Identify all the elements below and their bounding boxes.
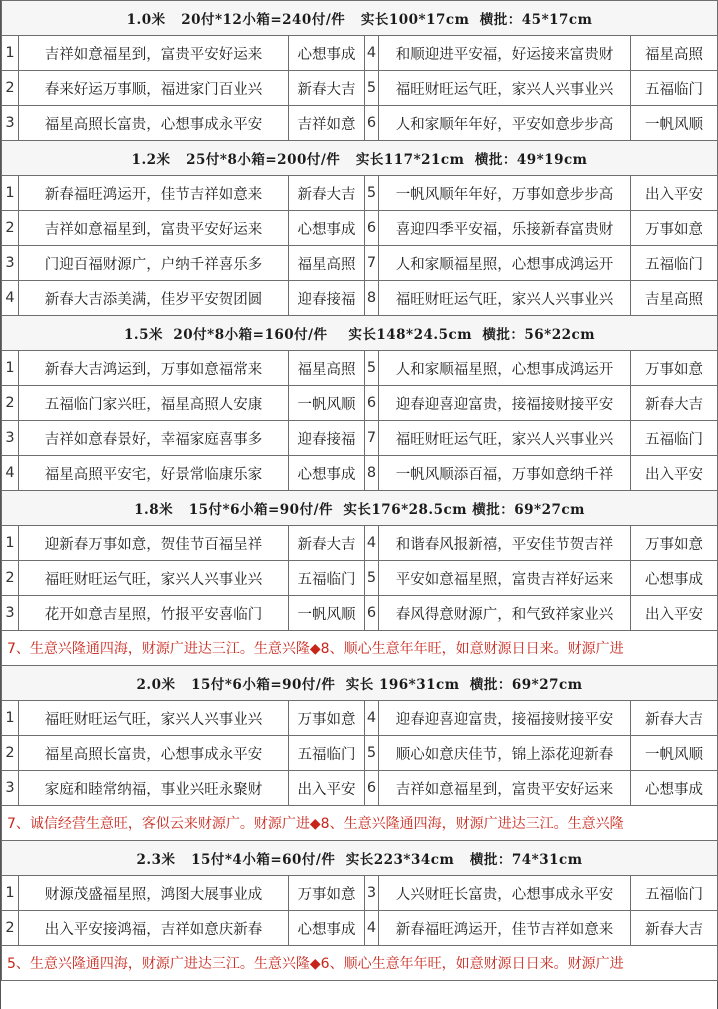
item-number: 8 [365, 281, 379, 316]
banner-text: 心想事成 [631, 771, 718, 806]
section-title: 1.5米 20付*8小箱=160付/件 实长148*24.5cm 横批：56*22cm [2, 316, 718, 351]
note-text: 5、生意兴隆通四海，财源广进达三江。生意兴隆◆6、顺心生意年年旺，如意财源日日来。财源广进 [2, 946, 718, 981]
banner-text: 心想事成 [289, 911, 365, 946]
banner-text: 心想事成 [289, 36, 365, 71]
couplet-text: 新春大吉鸿运到，万事如意福常来 [19, 351, 289, 386]
couplet-text: 春风得意财源广，和气致祥家业兴 [379, 596, 631, 631]
couplet-text: 福旺财旺运气旺，家兴人兴事业兴 [379, 71, 631, 106]
item-number: 3 [2, 596, 19, 631]
note-text: 7、诚信经营生意旺，客似云来财源广。财源广进◆8、生意兴隆通四海，财源广进达三江。生意兴隆 [2, 806, 718, 841]
couplet-text: 家庭和睦常纳福，事业兴旺永聚财 [19, 771, 289, 806]
banner-text: 出入平安 [289, 771, 365, 806]
table-row [2, 106, 718, 141]
table-row [2, 771, 718, 806]
table-row [2, 526, 718, 561]
table-body [2, 1, 718, 981]
banner-text: 出入平安 [631, 456, 718, 491]
couplet-text: 迎春迎喜迎富贵，接福接财接平安 [379, 386, 631, 421]
section-header [2, 141, 718, 176]
banner-text: 迎春接福 [289, 281, 365, 316]
couplet-text: 人兴财旺长富贵，心想事成永平安 [379, 876, 631, 911]
couplet-text: 花开如意吉星照，竹报平安喜临门 [19, 596, 289, 631]
couplet-text: 门迎百福财源广，户纳千祥喜乐多 [19, 246, 289, 281]
table-row [2, 421, 718, 456]
item-number: 3 [2, 246, 19, 281]
item-number: 5 [365, 561, 379, 596]
item-number: 5 [365, 351, 379, 386]
couplet-text: 吉祥如意福星到，富贵平安好运来 [19, 36, 289, 71]
table-row [2, 71, 718, 106]
banner-text: 新春大吉 [631, 911, 718, 946]
item-number: 2 [2, 736, 19, 771]
item-number: 4 [2, 281, 19, 316]
item-number: 6 [365, 106, 379, 141]
couplet-text: 平安如意福星照，富贵吉祥好运来 [379, 561, 631, 596]
item-number: 1 [2, 876, 19, 911]
section-title: 1.2米 25付*8小箱=200付/件 实长117*21cm 横批：49*19cm [2, 141, 718, 176]
item-number: 4 [365, 526, 379, 561]
banner-text: 吉星高照 [631, 281, 718, 316]
note-row [2, 631, 718, 666]
item-number: 5 [365, 71, 379, 106]
couplet-text: 人和家顺福星照，心想事成鸿运开 [379, 246, 631, 281]
couplet-text: 迎新春万事如意，贺佳节百福呈祥 [19, 526, 289, 561]
banner-text: 五福临门 [289, 736, 365, 771]
couplet-text: 和顺迎进平安福，好运接来富贵财 [379, 36, 631, 71]
couplet-text: 迎春迎喜迎富贵，接福接财接平安 [379, 701, 631, 736]
couplet-table [1, 0, 718, 981]
banner-text: 迎春接福 [289, 421, 365, 456]
item-number: 3 [2, 106, 19, 141]
item-number: 1 [2, 36, 19, 71]
item-number: 6 [365, 211, 379, 246]
table-row [2, 176, 718, 211]
couplet-text: 一帆风顺添百福，万事如意纳千祥 [379, 456, 631, 491]
couplet-text: 福旺财旺运气旺，家兴人兴事业兴 [19, 561, 289, 596]
banner-text: 万事如意 [289, 701, 365, 736]
item-number: 2 [2, 71, 19, 106]
item-number: 1 [2, 701, 19, 736]
table-row [2, 561, 718, 596]
banner-text: 新春大吉 [289, 71, 365, 106]
note-row [2, 806, 718, 841]
banner-text: 心想事成 [289, 456, 365, 491]
item-number: 3 [365, 876, 379, 911]
banner-text: 万事如意 [631, 351, 718, 386]
item-number: 2 [2, 911, 19, 946]
section-header [2, 316, 718, 351]
banner-text: 心想事成 [631, 561, 718, 596]
banner-text: 出入平安 [631, 176, 718, 211]
couplet-text: 新春福旺鸿运开，佳节吉祥如意来 [19, 176, 289, 211]
table-row [2, 246, 718, 281]
banner-text: 一帆风顺 [631, 736, 718, 771]
couplet-text: 人和家顺福星照，心想事成鸿运开 [379, 351, 631, 386]
table-row [2, 386, 718, 421]
section-header [2, 841, 718, 876]
couplet-text: 新春大吉添美满，佳岁平安贺团圆 [19, 281, 289, 316]
banner-text: 福星高照 [631, 36, 718, 71]
couplet-text: 新春福旺鸿运开，佳节吉祥如意来 [379, 911, 631, 946]
table-row [2, 211, 718, 246]
item-number: 3 [2, 421, 19, 456]
banner-text: 万事如意 [289, 876, 365, 911]
item-number: 2 [2, 561, 19, 596]
banner-text: 心想事成 [289, 211, 365, 246]
couplet-text: 五福临门家兴旺，福星高照人安康 [19, 386, 289, 421]
table-row [2, 596, 718, 631]
banner-text: 万事如意 [631, 211, 718, 246]
section-title: 1.8米 15付*6小箱=90付/件 实长176*28.5cm 横批：69*27cm [2, 491, 718, 526]
couplet-text: 出入平安接鸿福，吉祥如意庆新春 [19, 911, 289, 946]
banner-text: 万事如意 [631, 526, 718, 561]
banner-text: 新春大吉 [289, 526, 365, 561]
item-number: 6 [365, 596, 379, 631]
couplet-text: 福旺财旺运气旺，家兴人兴事业兴 [379, 421, 631, 456]
couplet-text: 和谐春风报新禧，平安佳节贺吉祥 [379, 526, 631, 561]
banner-text: 出入平安 [631, 596, 718, 631]
item-number: 8 [365, 456, 379, 491]
banner-text: 一帆风顺 [631, 106, 718, 141]
banner-text: 五福临门 [289, 561, 365, 596]
banner-text: 新春大吉 [631, 701, 718, 736]
banner-text: 一帆风顺 [289, 596, 365, 631]
banner-text: 福星高照 [289, 351, 365, 386]
section-header [2, 491, 718, 526]
item-number: 4 [365, 911, 379, 946]
note-row [2, 946, 718, 981]
couplet-text: 福星高照长富贵，心想事成永平安 [19, 106, 289, 141]
table-row [2, 36, 718, 71]
item-number: 4 [365, 701, 379, 736]
item-number: 5 [365, 176, 379, 211]
table-row [2, 701, 718, 736]
banner-text: 五福临门 [631, 71, 718, 106]
table-row [2, 911, 718, 946]
couplet-text: 吉祥如意福星到，富贵平安好运来 [379, 771, 631, 806]
table-row [2, 351, 718, 386]
couplet-text: 福星高照平安宅，好景常临康乐家 [19, 456, 289, 491]
item-number: 7 [365, 421, 379, 456]
item-number: 5 [365, 736, 379, 771]
banner-text: 福星高照 [289, 246, 365, 281]
couplet-text: 福星高照长富贵，心想事成永平安 [19, 736, 289, 771]
couplet-text: 顺心如意庆佳节，锦上添花迎新春 [379, 736, 631, 771]
banner-text: 新春大吉 [631, 386, 718, 421]
item-number: 2 [2, 211, 19, 246]
banner-text: 五福临门 [631, 246, 718, 281]
item-number: 4 [2, 456, 19, 491]
note-text: 7、生意兴隆通四海，财源广进达三江。生意兴隆◆8、顺心生意年年旺，如意财源日日来。财源广进 [2, 631, 718, 666]
couplet-text: 一帆风顺年年好，万事如意步步高 [379, 176, 631, 211]
banner-text: 五福临门 [631, 421, 718, 456]
section-header [2, 666, 718, 701]
item-number: 1 [2, 526, 19, 561]
item-number: 6 [365, 386, 379, 421]
couplet-text: 春来好运万事顺，福进家门百业兴 [19, 71, 289, 106]
table-row [2, 876, 718, 911]
couplet-text: 福旺财旺运气旺，家兴人兴事业兴 [379, 281, 631, 316]
section-header [2, 1, 718, 36]
couplet-text: 吉祥如意福星到，富贵平安好运来 [19, 211, 289, 246]
table-row [2, 456, 718, 491]
table-row [2, 736, 718, 771]
couplet-text: 财源茂盛福星照，鸿图大展事业成 [19, 876, 289, 911]
banner-text: 一帆风顺 [289, 386, 365, 421]
couplet-text: 人和家顺年年好，平安如意步步高 [379, 106, 631, 141]
section-title: 2.3米 15付*4小箱=60付/件 实长223*34cm 横批：74*31cm [2, 841, 718, 876]
item-number: 7 [365, 246, 379, 281]
couplet-text: 喜迎四季平安福，乐接新春富贵财 [379, 211, 631, 246]
item-number: 1 [2, 351, 19, 386]
item-number: 1 [2, 176, 19, 211]
couplet-text: 吉祥如意春景好，幸福家庭喜事多 [19, 421, 289, 456]
item-number: 2 [2, 386, 19, 421]
banner-text: 新春大吉 [289, 176, 365, 211]
section-title: 1.0米 20付*12小箱=240付/件 实长100*17cm 横批：45*17cm [2, 1, 718, 36]
item-number: 4 [365, 36, 379, 71]
banner-text: 吉祥如意 [289, 106, 365, 141]
section-title: 2.0米 15付*6小箱=90付/件 实长 196*31cm 横批：69*27cm [2, 666, 718, 701]
table-row [2, 281, 718, 316]
banner-text: 五福临门 [631, 876, 718, 911]
item-number: 6 [365, 771, 379, 806]
couplet-text: 福旺财旺运气旺，家兴人兴事业兴 [19, 701, 289, 736]
item-number: 3 [2, 771, 19, 806]
